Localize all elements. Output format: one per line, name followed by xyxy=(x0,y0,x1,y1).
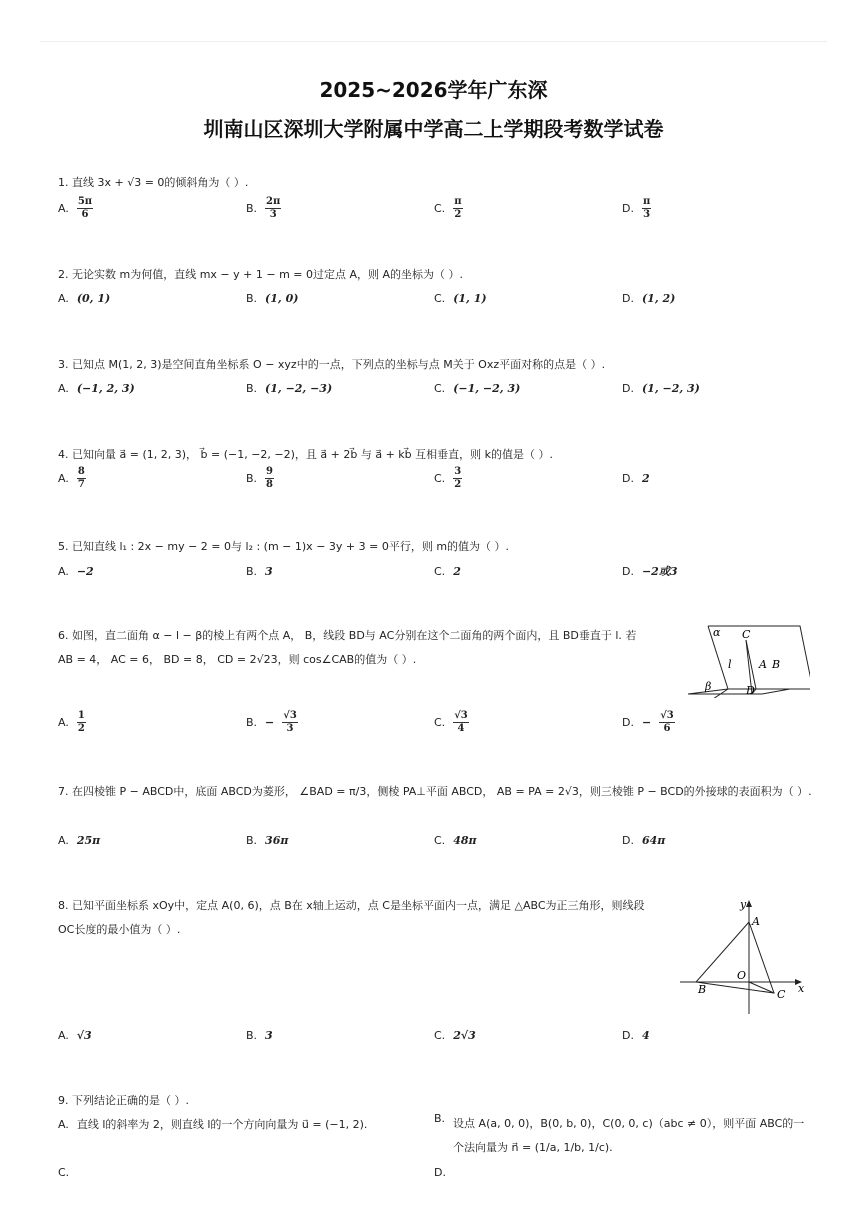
fraction-denominator: 2 xyxy=(454,209,462,220)
fraction-numerator: π xyxy=(642,196,651,207)
question-4-option-a[interactable] xyxy=(58,466,86,491)
question-8-option-b[interactable] xyxy=(246,1023,273,1047)
fig6-label-beta: β xyxy=(705,680,712,693)
question-3-option-d[interactable] xyxy=(622,376,700,400)
fraction-denominator: 3 xyxy=(269,209,277,220)
question-8-option-c[interactable] xyxy=(434,1023,476,1047)
fraction xyxy=(265,466,274,491)
question-1-option-a[interactable] xyxy=(58,196,93,221)
question-5-option-c[interactable] xyxy=(434,559,461,583)
question-1-option-d[interactable] xyxy=(622,196,651,221)
question-1-option-b[interactable] xyxy=(246,196,281,221)
question-4-option-c[interactable] xyxy=(434,466,462,491)
option-text: 2 xyxy=(453,564,461,578)
option-label: A. xyxy=(58,833,69,847)
fraction-denominator: 2 xyxy=(454,479,462,490)
question-2-option-a[interactable] xyxy=(58,286,110,310)
fraction xyxy=(77,196,93,221)
fraction-denominator: 2 xyxy=(77,723,85,734)
option-label: D. xyxy=(622,381,634,395)
option-label: A. xyxy=(58,381,69,395)
fraction xyxy=(659,710,675,735)
fraction-denominator: 6 xyxy=(663,723,671,734)
option-label: C. xyxy=(434,472,446,485)
option-text: 4 xyxy=(641,1028,650,1042)
question-1-stem: 1. 直线 3x + √3 = 0的倾斜角为（ ）. xyxy=(58,176,249,189)
question-6-stem-cont: AB = 4， AC = 6， BD = 8， CD = 2√23，则 cos∠CAB的值为（ ）. xyxy=(58,653,417,666)
fraction-denominator: 6 xyxy=(81,209,89,220)
fraction xyxy=(453,710,469,735)
fraction xyxy=(77,710,86,735)
question-5-option-b[interactable] xyxy=(246,559,273,583)
question-9-option-d[interactable] xyxy=(434,1160,454,1184)
fraction-denominator: 7 xyxy=(77,479,85,490)
question-6-option-b[interactable] xyxy=(246,710,298,735)
option-text: −2或3 xyxy=(641,565,678,578)
option-label: B. xyxy=(246,564,258,578)
option-text: √3 xyxy=(76,1028,92,1042)
option-label: B. xyxy=(246,381,258,395)
option-label: A. xyxy=(58,472,69,485)
fraction-numerator: 1 xyxy=(77,710,85,721)
option-label: B. xyxy=(246,291,258,305)
option-text: (1, 1) xyxy=(453,291,487,305)
option-label: D. xyxy=(622,202,634,215)
page-title-line1: 2025~2026学年广东深 xyxy=(319,78,548,102)
fraction xyxy=(265,196,281,221)
fraction-numerator: 2π xyxy=(266,196,281,207)
option-text: 48π xyxy=(453,833,477,847)
option-label: B. xyxy=(246,472,258,485)
option-label: D. xyxy=(622,1028,634,1042)
fraction-numerator: 8 xyxy=(77,466,85,477)
fig6-label-a: A xyxy=(759,658,767,671)
option-label: A. xyxy=(58,1028,69,1042)
fraction-denominator: 3 xyxy=(643,209,651,220)
question-2-option-b[interactable] xyxy=(246,286,298,310)
question-8-option-d[interactable] xyxy=(622,1023,650,1047)
option-label: C. xyxy=(434,202,446,215)
fig8-label-o: O xyxy=(737,969,747,982)
option-label: C. xyxy=(434,716,446,729)
option-text: 设点 A(a, 0, 0)，B(0, b, 0)，C(0, 0, c)（abc ≠ 0），则平面 ABC的一 xyxy=(453,1117,805,1130)
question-8-option-a[interactable] xyxy=(58,1023,92,1047)
fig8-label-b: B xyxy=(698,983,707,996)
option-text: 3 xyxy=(265,1028,273,1042)
option-label: B. xyxy=(246,202,258,215)
fraction-denominator: 3 xyxy=(286,723,294,734)
fraction xyxy=(642,196,651,221)
question-3-stem: 3. 已知点 M(1, 2, 3)是空间直角坐标系 O − xyz中的一点，下列点的坐标与点 M关于 Oxz平面对称的点是（ ）. xyxy=(58,358,606,371)
option-label: C. xyxy=(434,1028,446,1042)
question-9-option-a[interactable] xyxy=(58,1112,367,1136)
question-3-option-b[interactable] xyxy=(246,376,332,400)
fig6-label-l: l xyxy=(728,658,732,671)
option-text: (1, 0) xyxy=(265,291,299,305)
question-7-option-b[interactable] xyxy=(246,828,288,852)
question-5-option-d[interactable] xyxy=(622,559,678,583)
option-text: 2√3 xyxy=(453,1028,476,1042)
fraction-numerator: √3 xyxy=(660,710,674,721)
question-7-option-a[interactable] xyxy=(58,828,100,852)
option-label: A. xyxy=(58,202,69,215)
question-7-option-d[interactable] xyxy=(622,828,665,852)
question-2-option-d[interactable] xyxy=(622,286,675,310)
fraction-numerator: 9 xyxy=(266,466,274,477)
option-text: (0, 1) xyxy=(76,291,111,305)
option-text: (−1, −2, 3) xyxy=(453,381,521,395)
question-6-option-d[interactable] xyxy=(622,710,675,735)
fraction xyxy=(282,710,298,735)
option-label: C. xyxy=(434,291,446,305)
option-label: A. xyxy=(58,291,69,305)
question-4-stem: 4. 已知向量 a⃗ = (1, 2, 3)， b⃗ = (−1, −2, −2)，且 a⃗ + 2b⃗ 与 a⃗ + kb⃗ 互相垂直，则 k的值是（ ）. xyxy=(58,448,553,461)
option-label: B. xyxy=(434,1112,446,1125)
option-sign: − xyxy=(641,716,652,729)
option-label: D. xyxy=(622,291,634,305)
option-label: A. xyxy=(58,564,69,578)
option-label: D. xyxy=(622,716,634,729)
option-text: (1, −2, −3) xyxy=(265,381,333,395)
question-9-option-b[interactable] xyxy=(434,1112,805,1154)
question-9-stem: 9. 下列结论正确的是（ ）. xyxy=(58,1094,189,1107)
fraction-denominator: 4 xyxy=(457,723,465,734)
option-text: −2 xyxy=(76,564,94,578)
fraction xyxy=(453,466,462,491)
question-2-stem: 2. 无论实数 m为何值，直线 mx − y + 1 − m = 0过定点 A，则 A的坐标为（ ）. xyxy=(58,268,464,281)
option-label: C. xyxy=(434,564,446,578)
question-2-option-c[interactable] xyxy=(434,286,487,310)
option-label: C. xyxy=(58,1165,70,1179)
option-text: (1, 2) xyxy=(641,291,676,305)
fraction-denominator: 8 xyxy=(266,479,274,490)
question-6-option-c[interactable] xyxy=(434,710,469,735)
question-7-stem: 7. 在四棱锥 P − ABCD中，底面 ABCD为菱形， ∠BAD = π/3，侧棱 PA⊥平面 ABCD， AB = PA = 2√3，则三棱锥 P − BCD的外接球的表面积为（ ）. xyxy=(58,785,812,798)
fig6-label-c: C xyxy=(742,628,751,641)
fig8-label-c: C xyxy=(777,988,786,1001)
fraction-numerator: 3 xyxy=(454,466,462,477)
option-text: 36π xyxy=(265,833,289,847)
question-7-option-c[interactable] xyxy=(434,828,477,852)
fig8-label-x: x xyxy=(798,982,805,995)
fig8-label-a: A xyxy=(752,915,760,928)
option-sign: − xyxy=(265,716,275,729)
question-5-option-a[interactable] xyxy=(58,559,94,583)
option-label: C. xyxy=(434,381,446,395)
option-label: D. xyxy=(622,564,634,578)
question-4-option-b[interactable] xyxy=(246,466,274,491)
question-3-option-a[interactable] xyxy=(58,376,135,400)
option-text: (1, −2, 3) xyxy=(641,381,700,395)
option-text-cont: 个法向量为 n⃗ = (1/a, 1/b, 1/c). xyxy=(453,1141,613,1154)
fig8-label-y: y xyxy=(740,898,747,911)
fraction xyxy=(453,196,462,221)
option-label: B. xyxy=(246,833,258,847)
triangle-axes-figure xyxy=(680,898,810,1016)
option-label: A. xyxy=(58,716,69,729)
question-6-option-a[interactable] xyxy=(58,710,86,735)
option-text: 3 xyxy=(265,564,273,578)
fig6-label-d: D xyxy=(746,684,755,697)
dihedral-figure xyxy=(680,622,810,698)
header-divider xyxy=(40,41,827,42)
option-label: B. xyxy=(246,716,258,729)
fraction xyxy=(77,466,86,491)
option-label: B. xyxy=(246,1028,258,1042)
option-label: D. xyxy=(622,833,634,847)
option-label: D. xyxy=(434,1165,446,1179)
option-text: 2 xyxy=(641,471,650,485)
fraction-numerator: √3 xyxy=(454,710,468,721)
fig6-label-b: B xyxy=(772,658,781,671)
option-label: C. xyxy=(434,833,446,847)
option-label: D. xyxy=(622,471,634,485)
option-text: 直线 l的斜率为 2，则直线 l的一个方向向量为 u⃗ = (−1, 2). xyxy=(76,1118,368,1131)
option-text: 64π xyxy=(641,833,666,847)
question-5-stem: 5. 已知直线 l₁ : 2x − my − 2 = 0与 l₂ : (m − 1)x − 3y + 3 = 0平行，则 m的值为（ ）. xyxy=(58,540,510,553)
page-title-line2: 圳南山区深圳大学附属中学高二上学期段考数学试卷 xyxy=(203,117,664,141)
question-8-stem-cont: OC长度的最小值为（ ）. xyxy=(58,923,181,936)
question-8-stem: 8. 已知平面坐标系 xOy中，定点 A(0, 6)，点 B在 x轴上运动，点 C是坐标平面内一点，满足 △ABC为正三角形，则线段 xyxy=(58,899,645,912)
fraction-numerator: 5π xyxy=(77,196,93,207)
option-text: 25π xyxy=(76,833,101,847)
question-9-option-c[interactable] xyxy=(58,1160,77,1184)
question-3-option-c[interactable] xyxy=(434,376,520,400)
fraction-numerator: √3 xyxy=(283,710,297,721)
question-1-option-c[interactable] xyxy=(434,196,463,221)
question-6-stem: 6. 如图，直二面角 α − l − β的棱上有两个点 A， B，线段 BD与 AC分别在这个二面角的两个面内，且 BD垂直于 l. 若 xyxy=(58,629,637,642)
fig6-label-alpha: α xyxy=(713,626,721,639)
fraction-numerator: π xyxy=(454,196,462,207)
option-label: A. xyxy=(58,1117,69,1131)
option-text: (−1, 2, 3) xyxy=(76,381,135,395)
question-4-option-d[interactable] xyxy=(622,466,650,490)
